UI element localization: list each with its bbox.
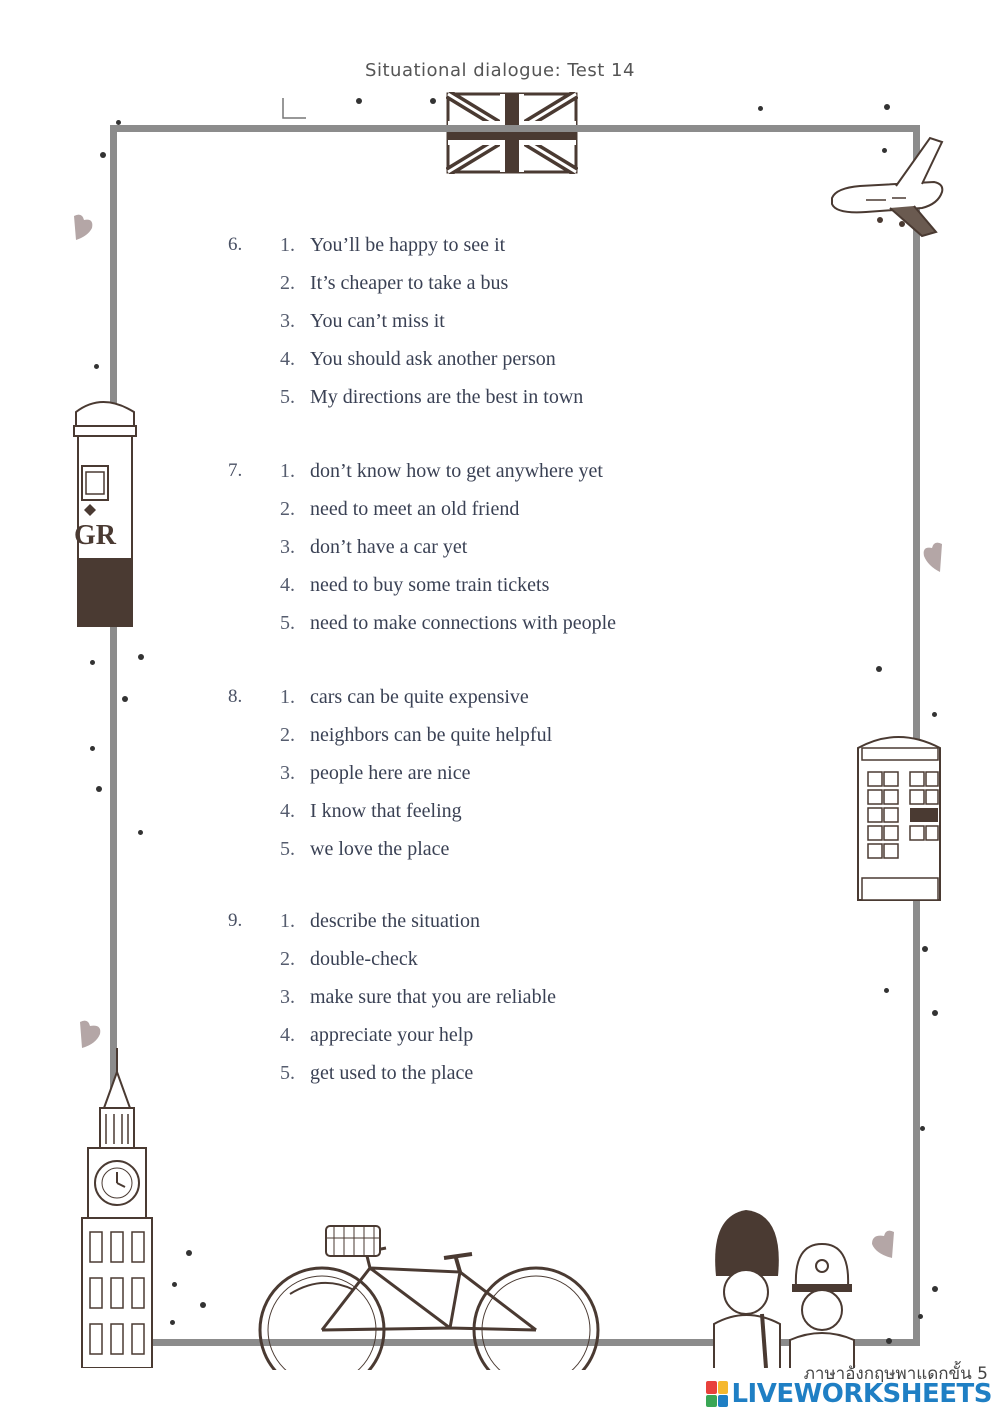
option-number: 3. bbox=[280, 310, 295, 332]
option-number: 2. bbox=[280, 724, 295, 746]
question-number: 9. bbox=[228, 910, 243, 931]
option-4 bbox=[280, 1024, 473, 1047]
option-number: 5. bbox=[280, 386, 295, 408]
option-number: 5. bbox=[280, 1062, 295, 1084]
option-text: double-check bbox=[310, 948, 418, 970]
option-5 bbox=[280, 612, 616, 635]
decor-dot bbox=[918, 1314, 923, 1319]
decor-dot bbox=[138, 830, 143, 835]
option-3 bbox=[280, 762, 470, 785]
page-footer-text: ภาษาอังกฤษพาแดกขั้น 5 bbox=[803, 1364, 988, 1384]
decor-dot bbox=[96, 786, 102, 792]
heart-icon bbox=[868, 1228, 896, 1260]
liveworksheets-badge-icon bbox=[706, 1381, 728, 1407]
decor-dot bbox=[884, 988, 889, 993]
option-text: You’ll be happy to see it bbox=[310, 234, 506, 256]
option-text: make sure that you are reliable bbox=[310, 986, 556, 1008]
decor-dot bbox=[758, 106, 763, 111]
option-text: I know that feeling bbox=[310, 800, 462, 822]
option-text: need to buy some train tickets bbox=[310, 574, 550, 596]
big-ben-icon bbox=[74, 1048, 160, 1368]
option-1 bbox=[280, 910, 480, 933]
decor-dot bbox=[932, 1286, 938, 1292]
decor-dot bbox=[172, 1282, 177, 1287]
decor-dot bbox=[886, 1338, 892, 1344]
option-4 bbox=[280, 348, 556, 371]
option-text: My directions are the best in town bbox=[310, 386, 584, 408]
option-number: 1. bbox=[280, 910, 295, 932]
option-number: 5. bbox=[280, 838, 295, 860]
option-3 bbox=[280, 310, 445, 333]
option-5 bbox=[280, 386, 583, 409]
liveworksheets-brand: LIVEWORKSHEETS bbox=[731, 1379, 992, 1409]
option-number: 1. bbox=[280, 686, 295, 708]
option-text: get used to the place bbox=[310, 1062, 474, 1084]
option-text: describe the situation bbox=[310, 910, 480, 932]
phone-booth-icon bbox=[852, 728, 944, 904]
decor-dot bbox=[920, 1126, 925, 1131]
corner-mark-icon bbox=[282, 98, 308, 120]
decor-dot bbox=[882, 148, 887, 153]
option-text: need to make connections with people bbox=[310, 612, 617, 634]
option-number: 1. bbox=[280, 234, 295, 256]
option-number: 3. bbox=[280, 762, 295, 784]
heart-icon bbox=[72, 212, 94, 242]
option-text: You should ask another person bbox=[310, 348, 556, 370]
decor-dot bbox=[922, 946, 928, 952]
question-number: 6. bbox=[228, 234, 243, 255]
decor-dot bbox=[186, 1250, 192, 1256]
bicycle-icon bbox=[250, 1218, 610, 1370]
option-5 bbox=[280, 838, 449, 861]
post-box-icon bbox=[72, 396, 140, 630]
option-text: people here are nice bbox=[310, 762, 471, 784]
decor-dot bbox=[138, 654, 144, 660]
option-2 bbox=[280, 272, 508, 295]
decor-dot bbox=[356, 98, 362, 104]
decor-dot bbox=[430, 98, 436, 104]
option-text: neighbors can be quite helpful bbox=[310, 724, 553, 746]
police-officer-icon bbox=[786, 1240, 858, 1368]
option-number: 4. bbox=[280, 800, 295, 822]
option-4 bbox=[280, 800, 462, 823]
option-number: 5. bbox=[280, 612, 295, 634]
option-text: You can’t miss it bbox=[310, 310, 445, 332]
option-text: cars can be quite expensive bbox=[310, 686, 529, 708]
option-text: appreciate your help bbox=[310, 1024, 474, 1046]
liveworksheets-logo[interactable] bbox=[706, 1378, 992, 1410]
decor-dot bbox=[876, 666, 882, 672]
option-number: 4. bbox=[280, 348, 295, 370]
option-4 bbox=[280, 574, 549, 597]
royal-guard-icon bbox=[706, 1206, 788, 1368]
decor-dot bbox=[932, 712, 937, 717]
option-number: 3. bbox=[280, 536, 295, 558]
option-text: don’t know how to get anywhere yet bbox=[310, 460, 603, 482]
option-2 bbox=[280, 948, 418, 971]
option-1 bbox=[280, 460, 603, 483]
decor-dot bbox=[90, 746, 95, 751]
decor-dot bbox=[884, 104, 890, 110]
option-1 bbox=[280, 234, 505, 257]
question-number: 8. bbox=[228, 686, 243, 707]
decor-dot bbox=[122, 696, 128, 702]
option-1 bbox=[280, 686, 529, 709]
option-text: don’t have a car yet bbox=[310, 536, 468, 558]
decor-dot bbox=[94, 364, 99, 369]
option-number: 2. bbox=[280, 498, 295, 520]
option-3 bbox=[280, 536, 467, 559]
option-number: 4. bbox=[280, 574, 295, 596]
svg-text:GR: GR bbox=[74, 520, 116, 551]
decor-dot bbox=[200, 1302, 206, 1308]
option-number: 2. bbox=[280, 948, 295, 970]
question-number: 7. bbox=[228, 460, 243, 481]
decor-dot bbox=[170, 1320, 175, 1325]
option-number: 1. bbox=[280, 460, 295, 482]
decor-dot bbox=[116, 120, 121, 125]
decor-dot bbox=[100, 152, 106, 158]
option-3 bbox=[280, 986, 556, 1009]
option-text: we love the place bbox=[310, 838, 450, 860]
option-text: need to meet an old friend bbox=[310, 498, 520, 520]
heart-icon bbox=[918, 540, 944, 574]
option-number: 4. bbox=[280, 1024, 295, 1046]
decor-dot bbox=[90, 660, 95, 665]
page-title: Situational dialogue: Test 14 bbox=[365, 60, 635, 81]
option-2 bbox=[280, 724, 552, 747]
heart-icon bbox=[78, 1018, 104, 1050]
option-2 bbox=[280, 498, 519, 521]
option-number: 3. bbox=[280, 986, 295, 1008]
decor-dot bbox=[932, 1010, 938, 1016]
option-5 bbox=[280, 1062, 473, 1085]
option-number: 2. bbox=[280, 272, 295, 294]
option-text: It’s cheaper to take a bus bbox=[310, 272, 509, 294]
